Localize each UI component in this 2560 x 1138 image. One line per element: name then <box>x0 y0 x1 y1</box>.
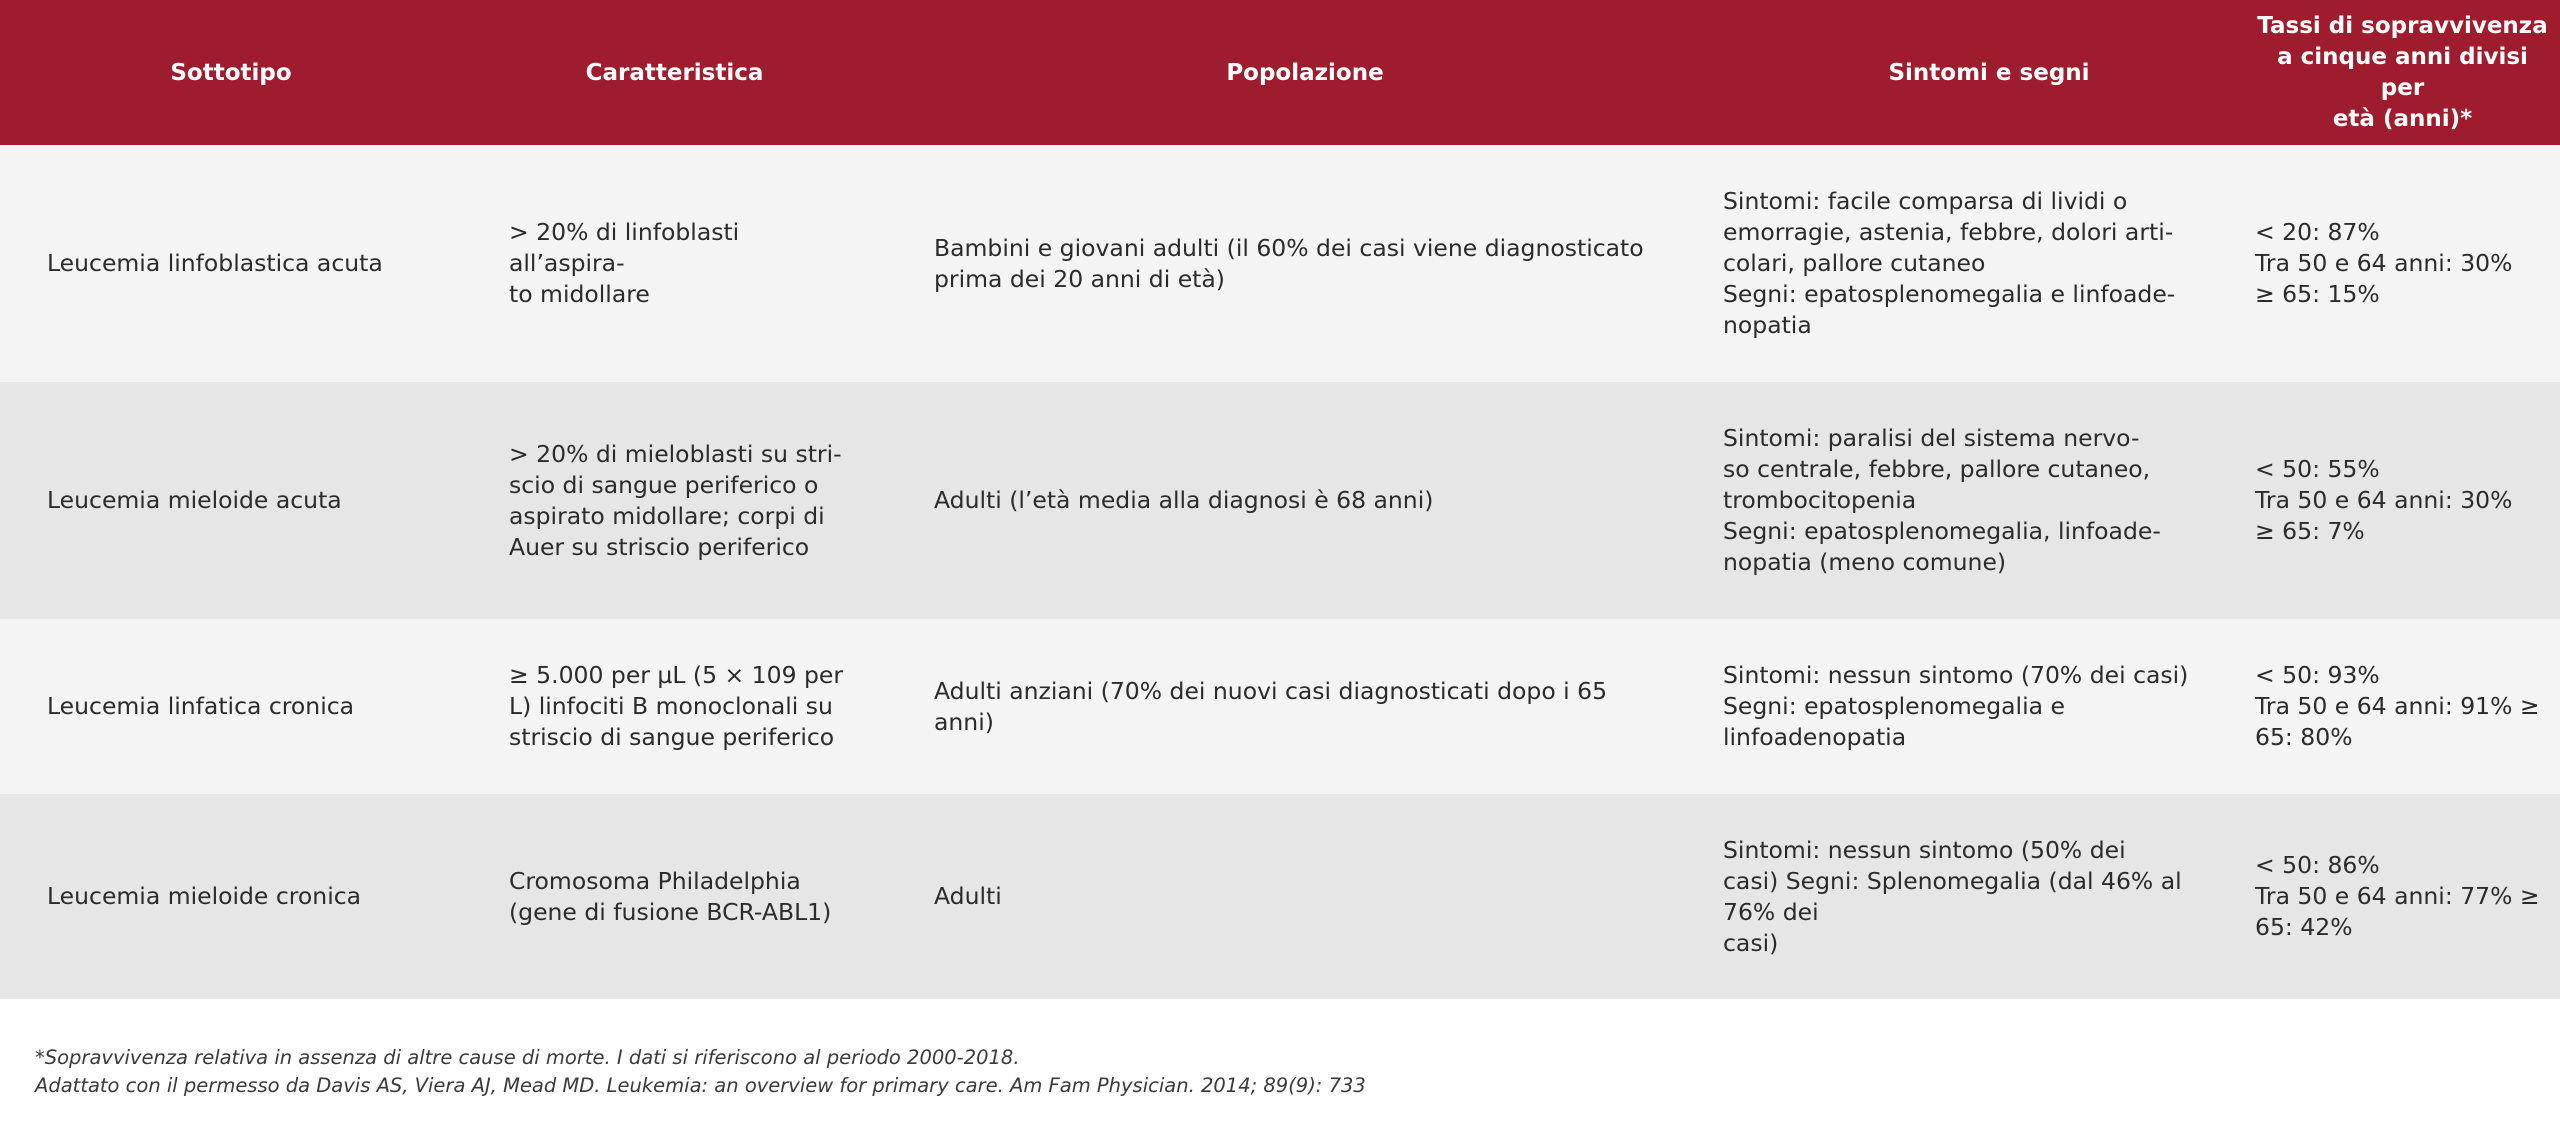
cell-population: Adulti <box>934 882 1002 910</box>
cell-survival: < 50: 55% Tra 50 e 64 anni: 30% ≥ 65: 7% <box>2255 455 2513 545</box>
cell-subtype: Leucemia mieloide cronica <box>47 882 362 910</box>
cell-feature: ≥ 5.000 per µL (5 × 109 per L) linfociti B monoclonali su striscio di sangue periferico <box>509 661 844 751</box>
cell-subtype: Leucemia linfoblastica acuta <box>47 249 383 277</box>
header-subtype: Sottotipo <box>170 59 292 86</box>
cell-feature: > 20% di mieloblasti su stri- scio di sangue periferico o aspirato midollare; corpi di Auer su striscio periferico <box>509 439 842 561</box>
cell-population: Adulti (l’età media alla diagnosi è 68 anni) <box>934 486 1434 514</box>
cell-symptoms: Sintomi: facile comparsa di lividi o emorragie, astenia, febbre, dolori arti- colari, pallore cutaneo Segni: epatosplenomegalia e linfoade- nopatia <box>1723 187 2176 339</box>
footnote-source: Adattato con il permesso da Davis AS, Viera AJ, Mead MD. Leukemia: an overview for primary care. Am Fam Physician. 2014; 89(9): 733 <box>35 1074 1366 1097</box>
header-symptoms: Sintomi e segni <box>1888 59 2090 86</box>
table-row <box>0 145 2560 382</box>
cell-symptoms: Sintomi: paralisi del sistema nervo- so centrale, febbre, pallore cutaneo, trombocitopenia Segni: epatosplenomegalia, linfoade- nopatia (meno comune) <box>1723 424 2161 576</box>
table-row <box>0 619 2560 794</box>
cell-feature: Cromosoma Philadelphia (gene di fusione BCR-ABL1) <box>509 866 832 926</box>
header-population: Popolazione <box>1226 59 1384 86</box>
cell-survival: < 50: 86% Tra 50 e 64 anni: 77% ≥ 65: 42% <box>2255 851 2540 941</box>
footnote-survival-note: *Sopravvivenza relativa in assenza di altre cause di morte. I dati si riferiscono al periodo 2000-2018. <box>35 1046 1020 1069</box>
table-row <box>0 382 2560 619</box>
header-feature: Caratteristica <box>585 59 764 86</box>
cell-symptoms: Sintomi: nessun sintomo (50% dei casi) Segni: Splenomegalia (dal 46% al 76% dei casi) <box>1723 835 2182 957</box>
cell-feature: > 20% di linfoblasti all’aspira- to midollare <box>509 218 740 308</box>
header-survival: Tassi di sopravvivenza a cinque anni divisi per età (anni)* <box>2257 12 2548 132</box>
cell-survival: < 20: 87% Tra 50 e 64 anni: 30% ≥ 65: 15% <box>2255 218 2513 308</box>
cell-population: Adulti anziani (70% dei nuovi casi diagnosticati dopo i 65 anni) <box>934 676 1608 736</box>
cell-subtype: Leucemia linfatica cronica <box>47 692 355 720</box>
cell-subtype: Leucemia mieloide acuta <box>47 486 342 514</box>
table-row <box>0 794 2560 999</box>
cell-population: Bambini e giovani adulti (il 60% dei casi viene diagnosticato prima dei 20 anni di età) <box>934 233 1644 293</box>
cell-survival: < 50: 93% Tra 50 e 64 anni: 91% ≥ 65: 80% <box>2255 661 2540 751</box>
table-header-row <box>0 0 2560 145</box>
footnote <box>35 1044 1366 1100</box>
cell-symptoms: Sintomi: nessun sintomo (70% dei casi) Segni: epatosplenomegalia e linfoadenopatia <box>1723 661 2189 751</box>
